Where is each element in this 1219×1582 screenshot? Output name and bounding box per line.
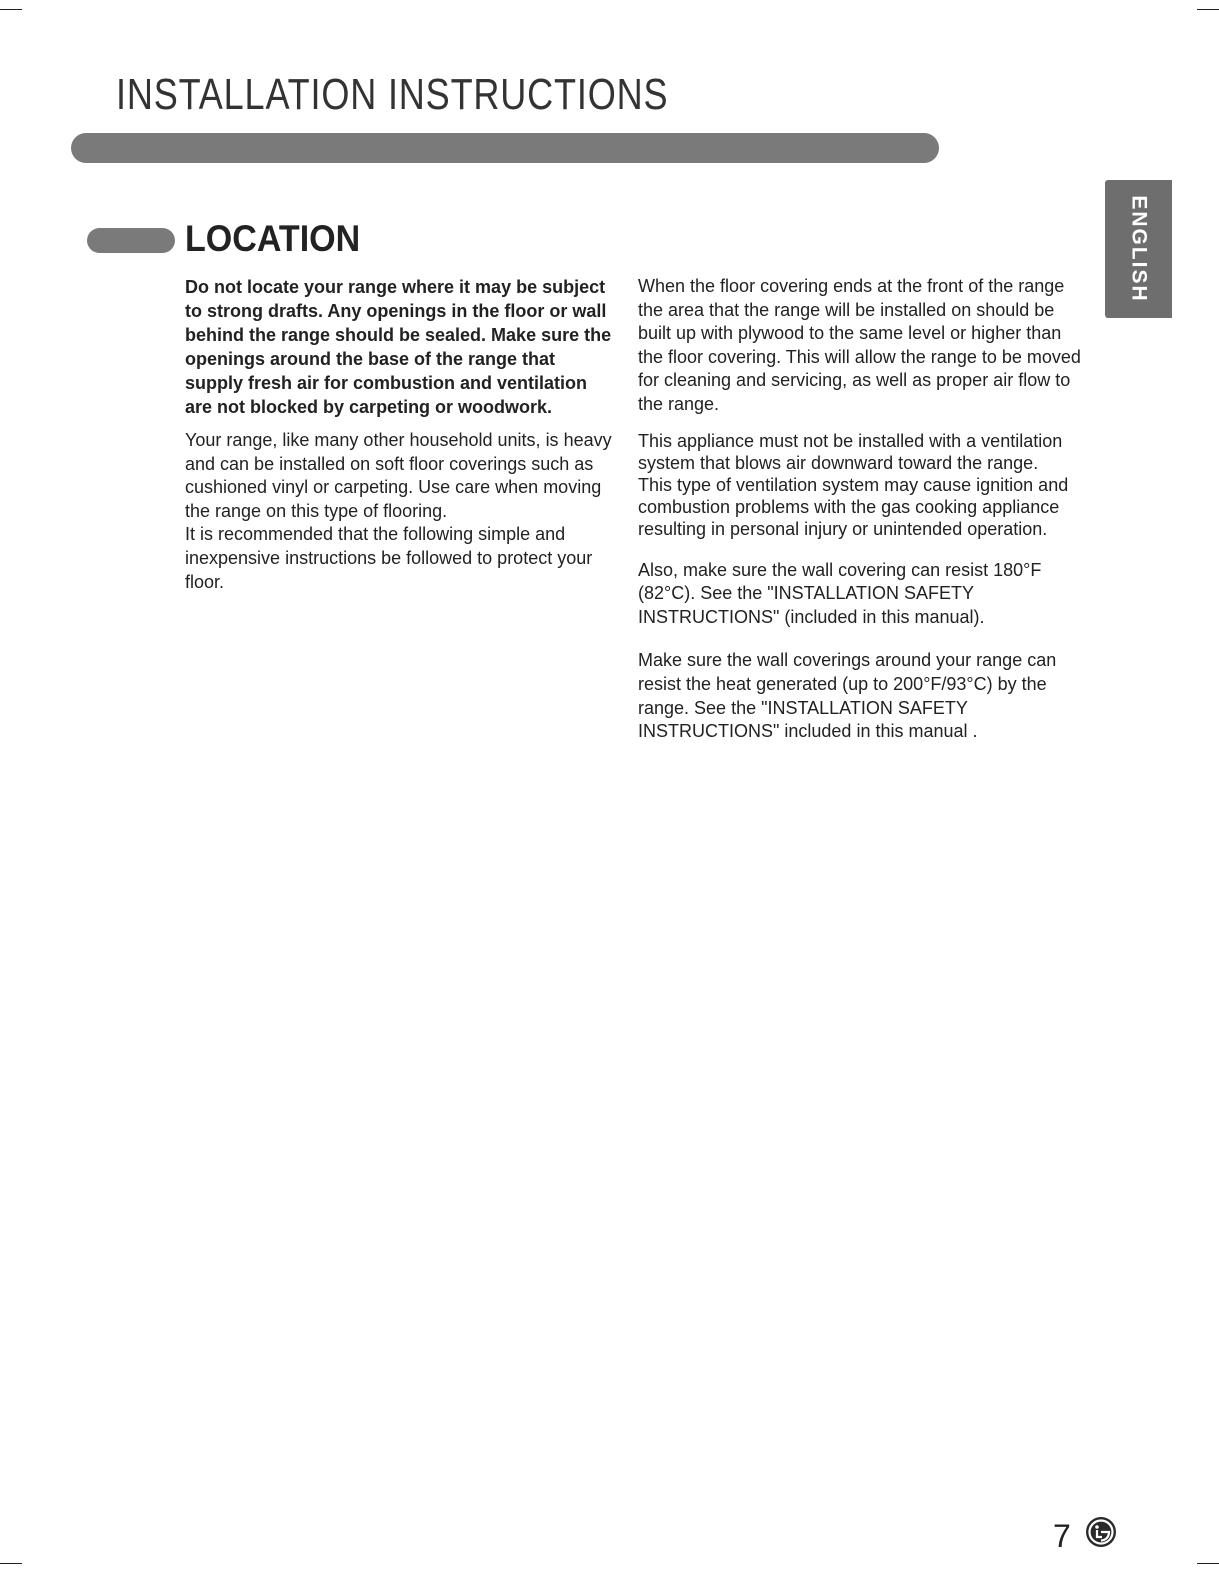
left-column — [185, 275, 635, 594]
title-divider-bar — [71, 133, 939, 163]
crop-mark-bottom-left — [0, 1563, 22, 1564]
section-title: LOCATION — [185, 218, 361, 259]
wall-resist-paragraph: Also, make sure the wall covering can resist 180°F (82°C). See the "INSTALLATION SAFETY INSTRUCTIONS" (included in this manual). — [638, 559, 1042, 627]
ventilation-paragraph: This appliance must not be installed with a ventilation system that blows air downward toward the range. This type of ventilation system may cause ignition and combustion problems with the gas cooking appliance resulting in personal injury or unintended operation. — [638, 430, 1069, 539]
right-column — [638, 275, 1108, 744]
warning-paragraph: Do not locate your range where it may be subject to strong drafts. Any openings in the floor or wall behind the range should be sealed. Make sure the openings around the base of the range that supply fresh air for combustion and ventilation are not blocked by carpeting or woodwork. — [185, 277, 612, 417]
lg-logo-icon — [1085, 1516, 1117, 1548]
language-tab-label: ENGLISH — [1127, 195, 1151, 303]
crop-mark-top-left — [0, 9, 22, 10]
page-number: 7 — [1053, 1518, 1071, 1554]
language-tab — [1105, 180, 1172, 318]
crop-mark-top-right — [1197, 9, 1219, 10]
floor-covering-paragraph: When the floor covering ends at the front of the range the area that the range will be installed on should be built up with plywood to the same level or higher than the floor covering. This will allow the range to be moved for cleaning and servicing, as well as proper air flow to the range. — [638, 276, 1081, 414]
section-marker — [87, 228, 175, 253]
wall-heat-paragraph: Make sure the wall coverings around your range can resist the heat generated (up to 200°F/93°C) by the range. See the "INSTALLATION SAFETY INSTRUCTIONS" included in this manual . — [638, 650, 1057, 742]
crop-mark-bottom-right — [1197, 1563, 1219, 1564]
flooring-paragraph: Your range, like many other household units, is heavy and can be installed on soft floor coverings such as cushioned vinyl or carpeting. Use care when moving the range on this type of flooring. It is recommended that the following simple and inexpensive instructions be followed to protect your floor. — [185, 430, 612, 592]
page-title: INSTALLATION INSTRUCTIONS — [116, 70, 669, 119]
